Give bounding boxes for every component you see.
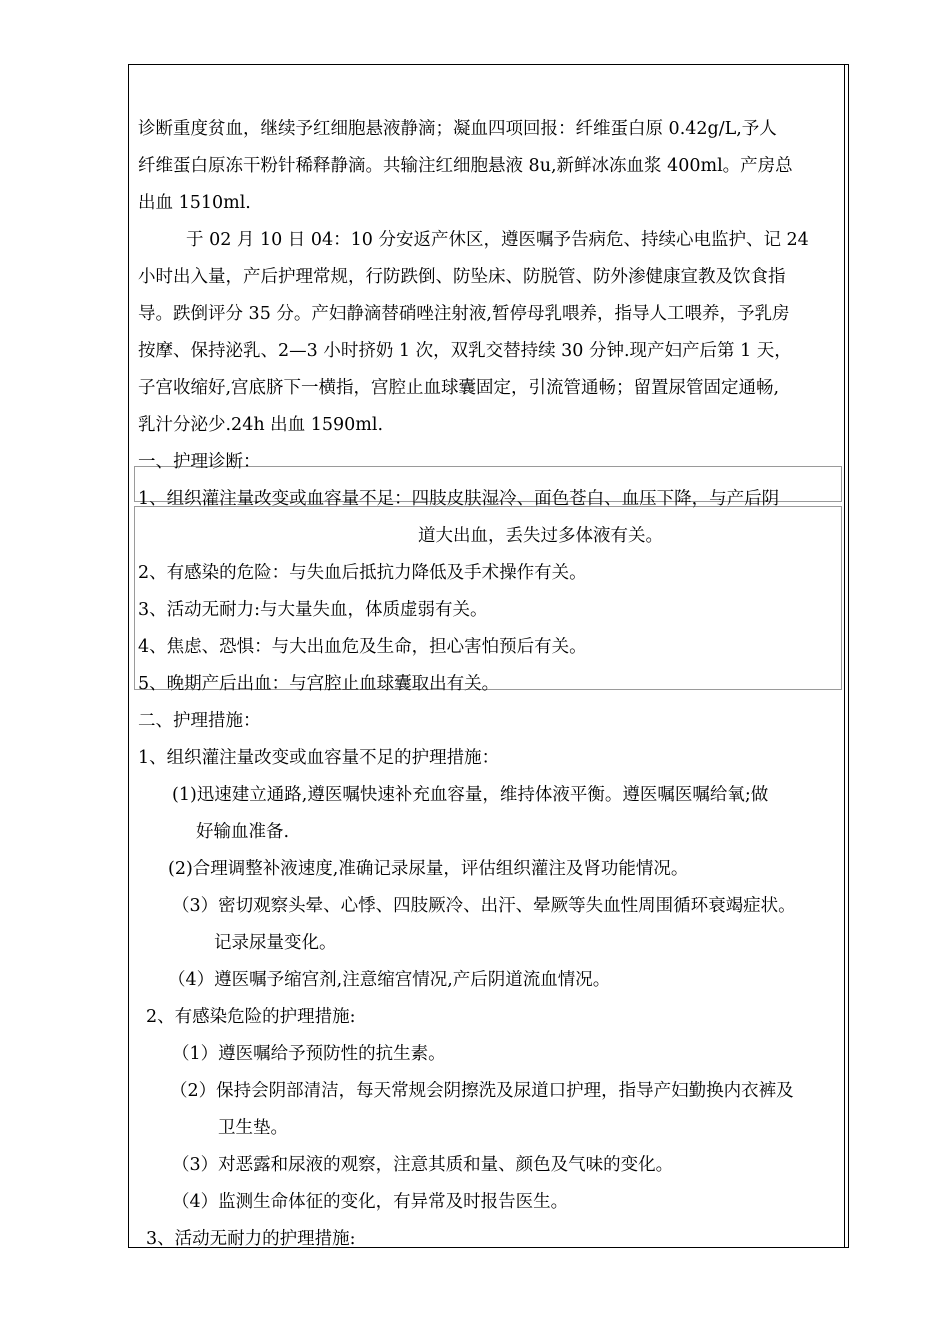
measure-heading: 2、有感染危险的护理措施: [146,1007,356,1027]
measure-item: 记录尿量变化。 [214,933,337,953]
text-line: 按摩、保持泌乳、2—3 小时挤奶 1 次，双乳交替持续 30 分钟.现产妇产后第 1 天， [138,341,792,361]
text-line: 小时出入量，产后护理常规，行防跌倒、防坠床、防脱管、防外渗健康宣教及饮食指 [138,267,786,287]
measure-item: （3）对恶露和尿液的观察，注意其质和量、颜色及气味的变化。 [172,1155,674,1175]
diagnosis-item: 1、组织灌注量改变或血容量不足：四肢皮肤湿冷、面色苍白、血压下降，与产后阴 [138,489,780,509]
text-line: 乳汁分泌少.24h 出血 1590ml. [138,415,384,435]
diagnosis-item: 2、有感染的危险：与失血后抵抗力降低及手术操作有关。 [138,563,587,583]
table-inner-border [844,64,845,1248]
diagnosis-item: 5、晚期产后出血：与宫腔止血球囊取出有关。 [138,674,500,694]
measure-item: （4）监测生命体征的变化，有异常及时报告医生。 [172,1192,569,1212]
diagnosis-item: 4、焦虑、恐惧：与大出血危及生命，担心害怕预后有关。 [138,637,587,657]
measure-item: （1）遵医嘱给予预防性的抗生素。 [172,1044,446,1064]
measure-heading: 3、活动无耐力的护理措施: [146,1229,356,1249]
diagnosis-item: 道大出血，丢失过多体液有关。 [418,526,663,546]
measure-heading: 1、组织灌注量改变或血容量不足的护理措施： [138,748,500,768]
text-line: 出血 1510ml. [138,193,251,213]
measure-item: (1)迅速建立通路,遵医嘱快速补充血容量，维持体液平衡。遵医嘱医嘱给氧;做 [172,785,769,805]
section-heading: 二、护理措施： [138,711,261,731]
measure-item: （2）保持会阴部清洁，每天常规会阴擦洗及尿道口护理，指导产妇勤换内衣裤及 [170,1081,794,1101]
measure-item: 卫生垫。 [218,1118,288,1138]
measure-item: 好输血准备. [196,822,290,842]
text-line: 于 02 月 10 日 04：10 分安返产休区，遵医嘱予告病危、持续心电监护、记 24 [186,230,809,250]
measure-item: （3）密切观察头晕、心悸、四肢厥冷、出汗、晕厥等失血性周围循环衰竭症状。 [172,896,796,916]
measure-item: （4）遵医嘱予缩宫剂,注意缩宫情况,产后阴道流血情况。 [168,970,611,990]
text-line: 纤维蛋白原冻干粉针稀释静滴。共输注红细胞悬液 8u,新鲜冰冻血浆 400ml。产房总 [138,156,793,176]
diagnosis-item: 3、活动无耐力:与大量失血，体质虚弱有关。 [138,600,488,620]
text-line: 诊断重度贫血，继续予红细胞悬液静滴；凝血四项回报：纤维蛋白原 0.42g/L,予人 [138,119,777,139]
section-heading: 一、护理诊断： [138,452,261,472]
measure-item: (2)合理调整补液速度,准确记录尿量，评估组织灌注及肾功能情况。 [168,859,689,879]
text-line: 子宫收缩好,宫底脐下一横指，宫腔止血球囊固定，引流管通畅；留置尿管固定通畅, [138,378,780,398]
text-line: 导。跌倒评分 35 分。产妇静滴替硝唑注射液,暂停母乳喂养，指导人工喂养，予乳房 [138,304,790,324]
